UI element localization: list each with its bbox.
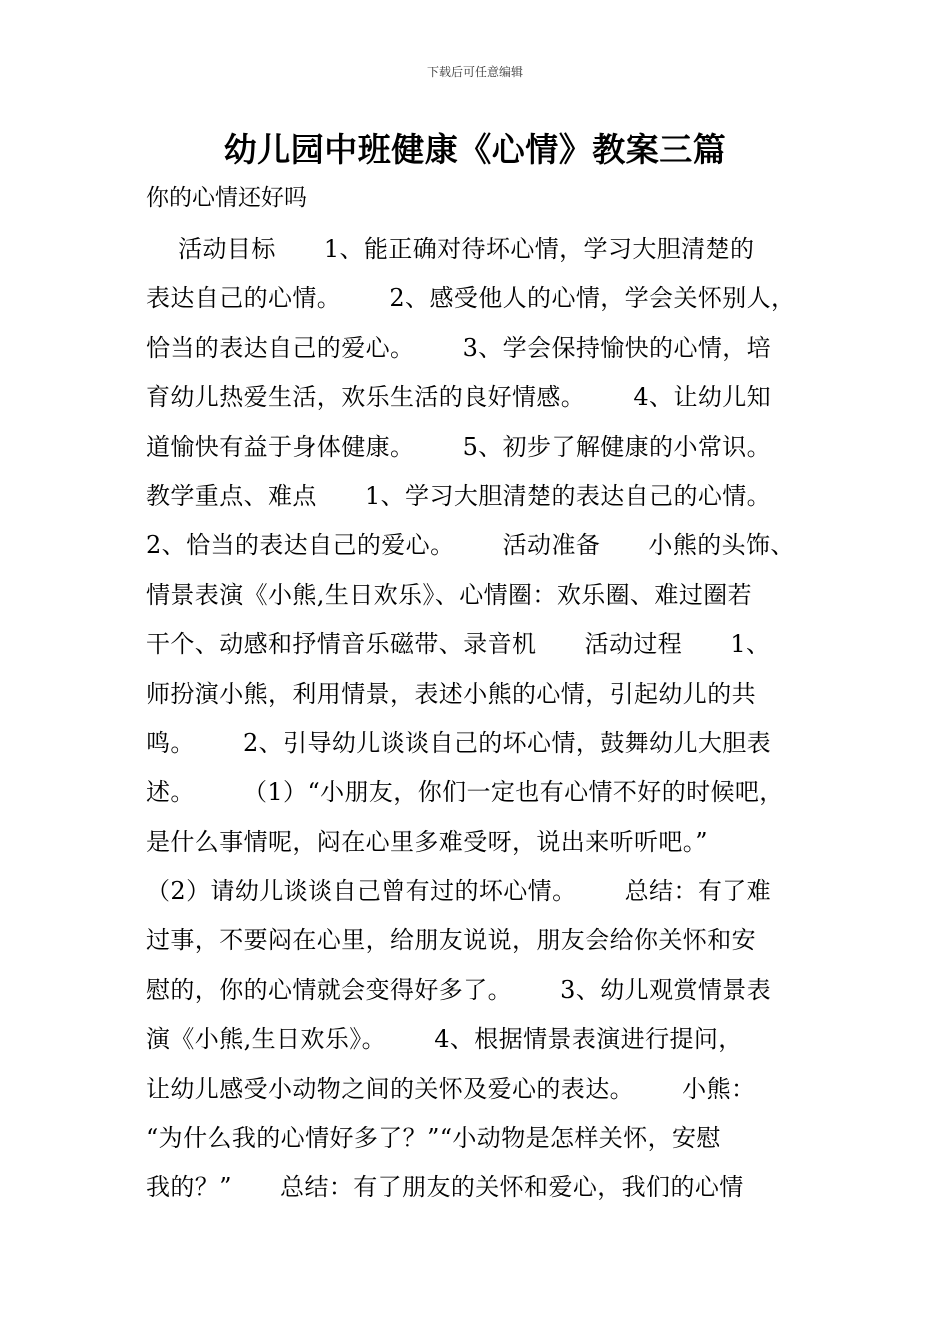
body-line: 情景表演《小熊,生日欢乐》、心情圈：欢乐圈、难过圈若 bbox=[146, 580, 753, 609]
body-line: 2、恰当的表达自己的爱心。 活动准备 小熊的头饰、 bbox=[146, 531, 795, 560]
body-line: 恰当的表达自己的爱心。 3、学会保持愉快的心情，培 bbox=[146, 333, 772, 362]
body-line: （2）请幼儿谈谈自己曾有过的坏心情。 总结：有了难 bbox=[146, 877, 772, 906]
body-line: 教学重点、难点 1、学习大胆清楚的表达自己的心情。 bbox=[146, 481, 772, 510]
body-line: “为什么我的心情好多了？”“小动物是怎样关怀，安慰 bbox=[146, 1124, 721, 1153]
body-line: 表达自己的心情。 2、感受他人的心情，学会关怀别人， bbox=[146, 284, 796, 313]
body-line: 道愉快有益于身体健康。 5、初步了解健康的小常识。 bbox=[146, 432, 772, 461]
body-line: 演《小熊,生日欢乐》。 4、根据情景表演进行提问， bbox=[146, 1025, 743, 1054]
document-body bbox=[146, 226, 811, 1214]
document-subtitle: 你的心情还好吗 bbox=[146, 185, 307, 211]
body-line: 是什么事情呢，闷在心里多难受呀，说出来听听吧。” bbox=[146, 827, 708, 856]
body-line: 让幼儿感受小动物之间的关怀及爱心的表达。 小熊： bbox=[146, 1074, 756, 1103]
body-line: 鸣。 2、引导幼儿谈谈自己的坏心情，鼓舞幼儿大胆表 bbox=[146, 728, 772, 757]
body-line: 述。 （1）“小朋友，你们一定也有心情不好的时候吧， bbox=[146, 778, 784, 807]
body-line: 师扮演小熊，利用情景，表述小熊的心情，引起幼儿的共 bbox=[146, 679, 756, 708]
body-line: 育幼儿热爱生活，欢乐生活的良好情感。 4、让幼儿知 bbox=[146, 383, 772, 412]
header-note: 下载后可任意编辑 bbox=[426, 65, 523, 79]
body-line: 慰的，你的心情就会变得好多了。 3、幼儿观赏情景表 bbox=[146, 975, 772, 1004]
body-line: 活动目标 1、能正确对待坏心情，学习大胆清楚的 bbox=[146, 235, 755, 263]
document-title: 幼儿园中班健康《心情》教案三篇 bbox=[223, 130, 727, 169]
body-line: 干个、动感和抒情音乐磁带、录音机 活动过程 1、 bbox=[146, 630, 771, 659]
body-line: 过事，不要闷在心里，给朋友说说，朋友会给你关怀和安 bbox=[146, 926, 756, 955]
body-line: 我的？” 总结：有了朋友的关怀和爱心，我们的心情 bbox=[146, 1173, 744, 1202]
